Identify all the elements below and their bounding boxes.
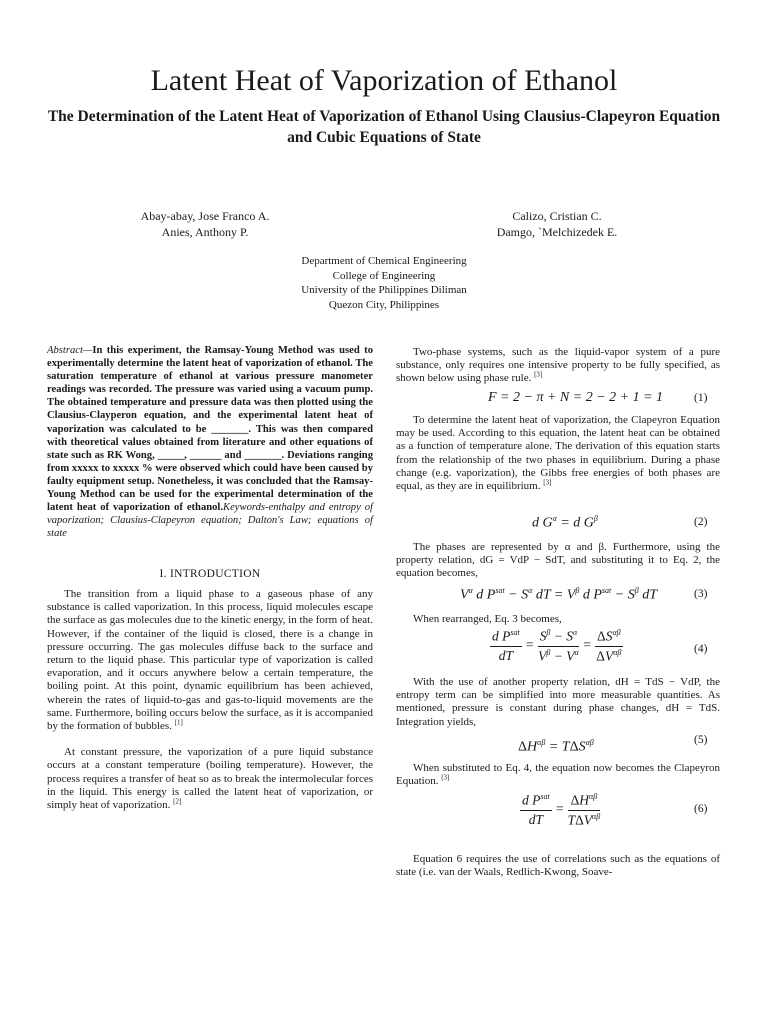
right-paragraph-1 xyxy=(396,346,720,386)
abstract-body: In this experiment, the Ramsay-Young Method was used to experimentally determine the latent heat of vaporization of ethanol. The saturation temperature of ethanol at various pressure manometer readings was recorded. The pressure was varied using a vacuum pump. The obtained temperature and pressure data was then plotted using the Clausius-Clayperon equation, and the experimental latent heat of vaporization was calculated to be _______. This was then compared with theoretical values obtained from literature and other equations of state such as RK Wong, _____, ______ and _______. Deviations ranging from xxxxx to xxxxx % were observed which could have been caused by faulty equipment setup. Nonetheless, it was concluded that the Ramsay-Young Method can be used for the experimental determination of the latent heat of vaporization of ethanol. xyxy=(47,345,373,514)
paragraph: Equation 6 requires the use of correlations such as the equations of state (i.e. van der Waals, Redlich-Kwong, Soave- xyxy=(396,853,720,879)
paragraph-text: The transition from a liquid phase to a gaseous phase of any substance is called vaporization. In this process, liquid molecules escape the surface as gas molecules due to the kinetic energy, in the form of heat. However, if the container of the liquid is closed, there is a change in pressure occurring. The gas molecules diffuse back to the surface and return to the liquid phase. This particular type of vaporization is called evaporation, and it occurs anywhere below a certain temperature, the boiling point. At this point, dynamic equilibrium has been achieved, wherein the rates of liquid-to-gas and gas-to-liquid movements are the same. Furthermore, boiling occurs below the surface, as it is accompanied by the formation of bubbles. xyxy=(47,588,373,733)
paragraph xyxy=(47,746,373,812)
paragraph xyxy=(47,588,373,733)
author-name: Abay-abay, Jose Franco A. xyxy=(140,209,270,223)
paragraph xyxy=(396,414,720,493)
author-block-left xyxy=(60,208,350,240)
citation: [2] xyxy=(173,797,182,806)
paragraph xyxy=(396,762,720,788)
equation-number: (4) xyxy=(694,643,708,655)
equation-number: (2) xyxy=(694,516,708,528)
right-paragraph-4 xyxy=(396,613,720,626)
equation-number: (5) xyxy=(694,734,708,746)
equation-6: $\frac{d P^{sat}}{dT}$ = $\frac{\Delta H^{\alpha\beta}}{T\Delta V^{\alpha\beta}}$ xyxy=(522,792,601,827)
abstract xyxy=(47,344,373,540)
right-paragraph-5 xyxy=(396,676,720,729)
affiliation-line: University of the Philippines Diliman xyxy=(301,284,467,297)
left-column-body xyxy=(47,588,373,812)
citation: [1] xyxy=(174,718,183,727)
equation-1: F = 2 − π + N = 2 − 2 + 1 = 1 xyxy=(488,390,664,405)
paragraph: When rearranged, Eq. 3 becomes, xyxy=(413,613,562,625)
equation-number: (3) xyxy=(694,588,708,600)
paper-title: Latent Heat of Vaporization of Ethanol xyxy=(150,64,618,97)
affiliation-line: Quezon City, Philippines xyxy=(328,298,440,311)
citation: [3] xyxy=(441,773,450,782)
right-paragraph-7 xyxy=(396,853,720,879)
paragraph-text: At constant pressure, the vaporization of a pure liquid substance occurs at a constant temperature (boiling temperature). However, the process requires a transfer of heat so as to break the intermolecular forces in the liquid. This energy is called the latent heat of vaporization, or simply heat of vaporization. xyxy=(47,746,373,812)
affiliation-line: College of Engineering xyxy=(332,269,436,282)
affiliation-line: Department of Chemical Engineering xyxy=(301,255,467,267)
paragraph-text: To determine the latent heat of vaporization, the Clapeyron Equation may be used. According to this equation, the latent heat can be obtained as a function of temperature alone. The derivation of this equation starts from the relationship of the two phases in equilibrium. During a phase change (e.g. vaporization), the Gibbs free energies of both phases are equal, as they are in equilibrium. xyxy=(396,414,720,493)
citation: [3] xyxy=(543,478,552,487)
equation-4: $\frac{d P^{sat}}{dT}$ = $\frac{S^\beta - S^\alpha}{V^\beta - V^\alpha}$ = $\frac{\Delta S^{\alpha\beta}}{\Delta V^{\alpha\beta}}$ xyxy=(492,628,622,663)
right-paragraph-6 xyxy=(396,762,720,788)
paragraph: With the use of another property relation, dH = TdS − VdP, the entropy term can be simplified into more measurable quantities. As mentioned, pressure is constant during phase changes, dH = TdS. Integration yields, xyxy=(396,676,720,728)
author-name: Calizo, Cristian C. xyxy=(512,209,602,223)
author-name: Damgo, `Melchizedek E. xyxy=(496,225,618,239)
equation-number: (6) xyxy=(694,803,708,815)
keywords: Keywords-enthalpy and entropy of vaporization; Clausius-Clapeyron equation; Dalton's Law; equations of state xyxy=(47,502,373,540)
author-block-right xyxy=(412,208,702,240)
author-name: Anies, Anthony P. xyxy=(161,225,249,239)
abstract-label: Abstract— xyxy=(47,345,93,356)
affiliation xyxy=(234,254,534,312)
section-heading: I. INTRODUCTION xyxy=(159,568,261,580)
paragraph xyxy=(396,346,720,386)
equation-3: $V^\alpha$ d $P^{sat} - S^\alpha$ dT = $V^\beta$ d $P^{sat} - S^\beta$ dT xyxy=(460,586,657,603)
paragraph-text: When substituted to Eq. 4, the equation now becomes the Clapeyron Equation. xyxy=(396,762,720,788)
paragraph: The phases are represented by α and β. Furthermore, using the property relation, dG = VdP − SdT, and substituting it to Eq. 2, the equation becomes, xyxy=(396,541,720,580)
paper-subtitle: The Determination of the Latent Heat of Vaporization of Ethanol Using Clausius-Clapeyron Equation and Cubic Equations of State xyxy=(47,108,721,146)
equation-5: $\Delta H^{\alpha\beta} = T\Delta S^{\alpha\beta}$ xyxy=(518,738,594,755)
citation: [3] xyxy=(534,370,543,379)
equation-2: d $G^\alpha = d$ $G^\beta$ xyxy=(532,514,598,531)
equation-number: (1) xyxy=(694,392,708,404)
right-paragraph-3 xyxy=(396,541,720,581)
right-paragraph-2 xyxy=(396,414,720,493)
paragraph-text: Two-phase systems, such as the liquid-vapor system of a pure substance, only requires one intensive property to be fully specified, as shown below using phase rule. xyxy=(396,346,720,385)
